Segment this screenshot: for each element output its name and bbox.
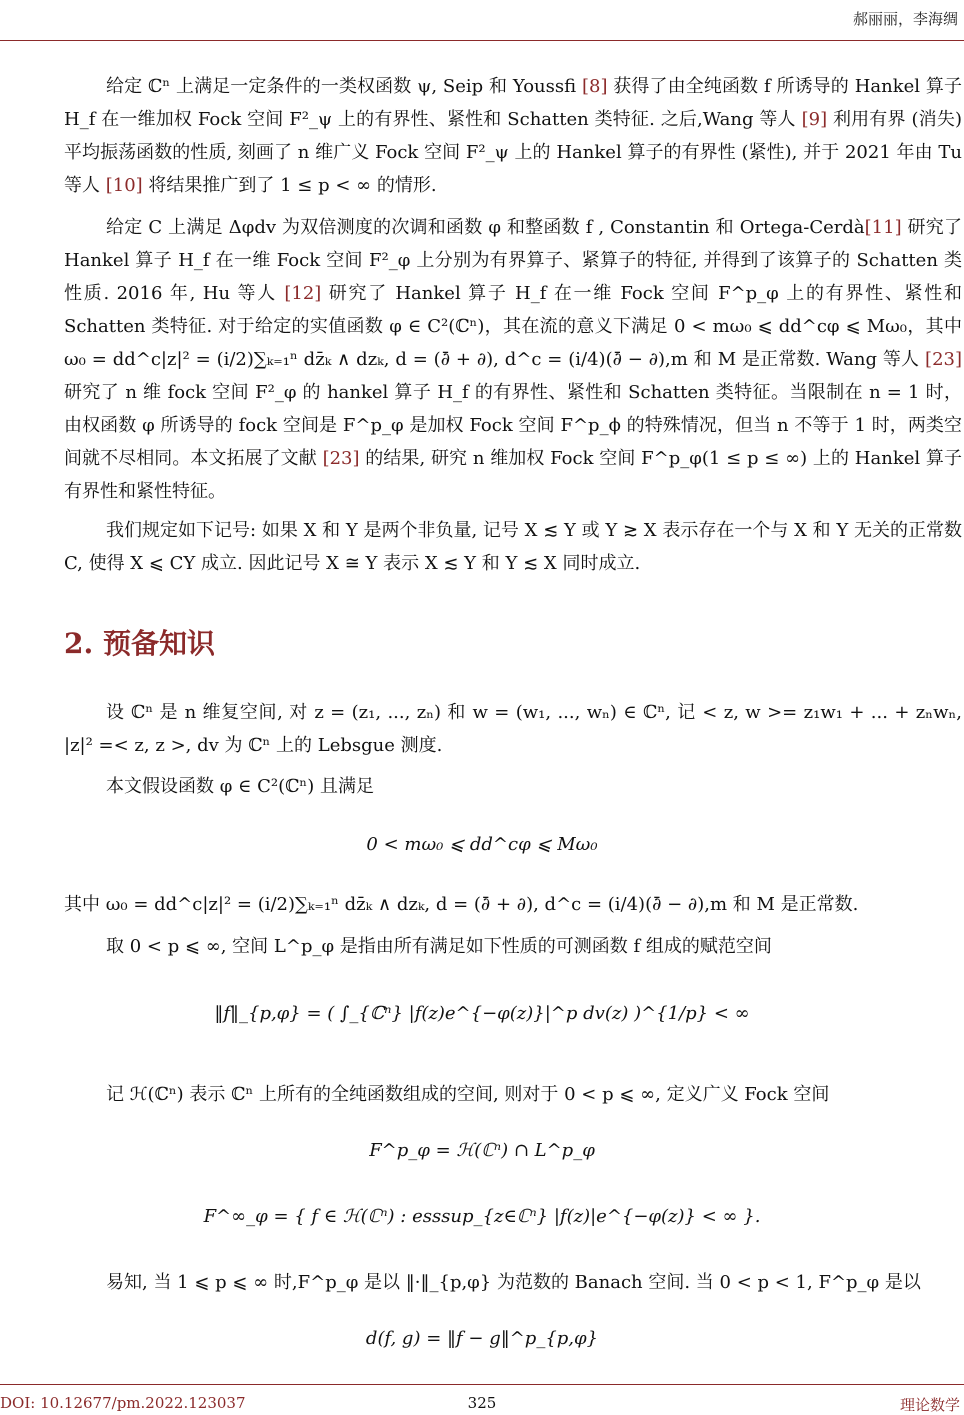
citation-23[interactable]: [23] (925, 349, 962, 370)
page-header (0, 0, 964, 41)
prelim-paragraph-5: 记 ℋ(ℂⁿ) 表示 ℂⁿ 上所有的全纯函数组成的空间, 则对于 0 < p ⩽ ∞, 定义广义 Fock 空间 (106, 1084, 830, 1105)
equation-norm: ‖f‖_{p,φ} = ( ∫_{ℂⁿ} |f(z)e^{−φ(z)}|^p dv(z) )^{1/p} < ∞ (214, 1003, 750, 1024)
prelim-paragraph-6: 易知, 当 1 ⩽ p ⩽ ∞ 时,F^p_φ 是以 ‖·‖_{p,φ} 为范数的 Banach 空间. 当 0 < p < 1, F^p_φ 是以 (106, 1272, 921, 1293)
equation-fock-infinity: F^∞_φ = { f ∈ ℋ(ℂⁿ) : esssup_{z∈ℂⁿ} |f(z)|e^{−φ(z)} < ∞ }. (203, 1206, 761, 1227)
journal-name: 理论数学 (899, 1396, 960, 1414)
page-number: 325 (467, 1394, 497, 1412)
section-heading: 2. 预备知识 (64, 627, 215, 660)
footer-divider (0, 1384, 964, 1385)
equation-metric: d(f, g) = ‖f − g‖^p_{p,φ} (365, 1328, 599, 1349)
footer-doi[interactable]: DOI: 10.12677/pm.2022.123037 (0, 1394, 246, 1412)
intro-p1-text-d: 将结果推广到了 1 ≤ p < ∞ 的情形. (142, 175, 437, 196)
equation-fock-space: F^p_φ = ℋ(ℂⁿ) ∩ L^p_φ (369, 1140, 595, 1161)
citation-10[interactable]: [10] (105, 175, 143, 196)
citation-23-second[interactable]: [23] (322, 448, 360, 469)
intro-p1-text-a: 给定 ℂⁿ 上满足一定条件的一类权函数 ψ, Seip 和 Youssfi (106, 76, 582, 97)
prelim-paragraph-3: 其中 ω₀ = dd^c|z|² = (i/2)∑ₖ₌₁ⁿ dz̄ₖ ∧ dzₖ, d = (∂̄ + ∂), d^c = (i/4)(∂̄ − ∂),m 和 M 是正常数. (64, 894, 859, 915)
equation-condition: 0 < mω₀ ⩽ dd^cφ ⩽ Mω₀ (366, 834, 598, 855)
citation-8[interactable]: [8] (581, 76, 608, 97)
intro-paragraph-3: 我们规定如下记号: 如果 X 和 Y 是两个非负量, 记号 X ≲ Y 或 Y ≳ X 表示存在一个与 X 和 Y 无关的正常数 C, 使得 X ⩽ CY 成立. 因此记号 X ≅ Y 表示 X ≲ Y 和 Y ≲ X 同时成立. (64, 520, 962, 574)
intro-p2-text-d: 研究了 n 维 fock 空间 F²_φ 的 hankel 算子 H_f 的有界性、紧性和 Schatten 类特征。当限制在 n = 1 时，由权函数 φ 所诱导的 fock 空间是 F^p_φ 是加权 Fock 空间 F^p_ϕ 的特殊情况，但当 n 不等于 1 时，两类空间就不尽相同。本文拓展了文献 (64, 382, 962, 469)
intro-paragraph-2 (64, 211, 962, 508)
intro-p1-text-b: 获得了由全纯函数 f 所诱导的 Hankel 算子 H_f 在一维加权 Fock 空间 F²_ψ 上的有界性、紧性和 Schatten 类特征. 之后,Wang 等人 (64, 76, 963, 130)
intro-p2-text-c: 研究了 Hankel 算子 H_f 在一维 Fock 空间 F^p_φ 上的有界性、紧性和 Schatten 类特征. 对于给定的实值函数 φ ∈ C²(ℂⁿ)，其在流的意义下满足 0 < mω₀ ⩽ dd^cφ ⩽ Mω₀，其中 ω₀ = dd^c|z|² = (i/2)∑ₖ₌₁ⁿ dz̄ₖ ∧ dzₖ, d = (∂̄ + ∂), d^c = (i/4)(∂̄ − ∂),m 和 M 是正常数. Wang 等人 (64, 283, 962, 370)
prelim-paragraph-1: 设 ℂⁿ 是 n 维复空间, 对 z = (z₁, ..., zₙ) 和 w = (w₁, ..., wₙ) ∈ ℂⁿ, 记 < z, w >= z₁w₁ + ... + zₙwₙ, |z|² =< z, z >, dv 为 ℂⁿ 上的 Lebsgue 测度. (64, 702, 962, 756)
intro-p2-text-a: 给定 C 上满足 Δφdv 为双倍测度的次调和函数 φ 和整函数 f , Constantin 和 Ortega-Cerdà (106, 217, 865, 238)
prelim-paragraph-2: 本文假设函数 φ ∈ C²(ℂⁿ) 且满足 (106, 776, 374, 797)
prelim-paragraph-4: 取 0 < p ⩽ ∞, 空间 L^p_φ 是指由所有满足如下性质的可测函数 f 组成的赋范空间 (106, 936, 772, 957)
citation-11[interactable]: [11] (864, 217, 902, 238)
citation-9[interactable]: [9] (801, 109, 828, 130)
header-authors: 郝丽丽，李海绸 (852, 10, 958, 28)
intro-p2-text-e: 的结果, 研究 n 维加权 Fock 空间 F^p_φ(1 ≤ p ≤ ∞) 上的 Hankel 算子有界性和紧性特征。 (64, 448, 962, 502)
citation-12[interactable]: [12] (284, 283, 322, 304)
intro-paragraph-1 (64, 70, 962, 202)
intro-p2-text-b: 研究了 Hankel 算子 H_f 在一维 Fock 空间 F²_φ 上分别为有界算子、紧算子的特征, 并得到了该算子的 Schatten 类性质. 2016 年, Hu 等人 (64, 217, 962, 304)
intro-p1-text-c: 利用有界 (消失) 平均振荡函数的性质, 刻画了 n 维广义 Fock 空间 F²_ψ 上的 Hankel 算子的有界性 (紧性), 并于 2021 年由 Tu 等人 (64, 109, 962, 196)
